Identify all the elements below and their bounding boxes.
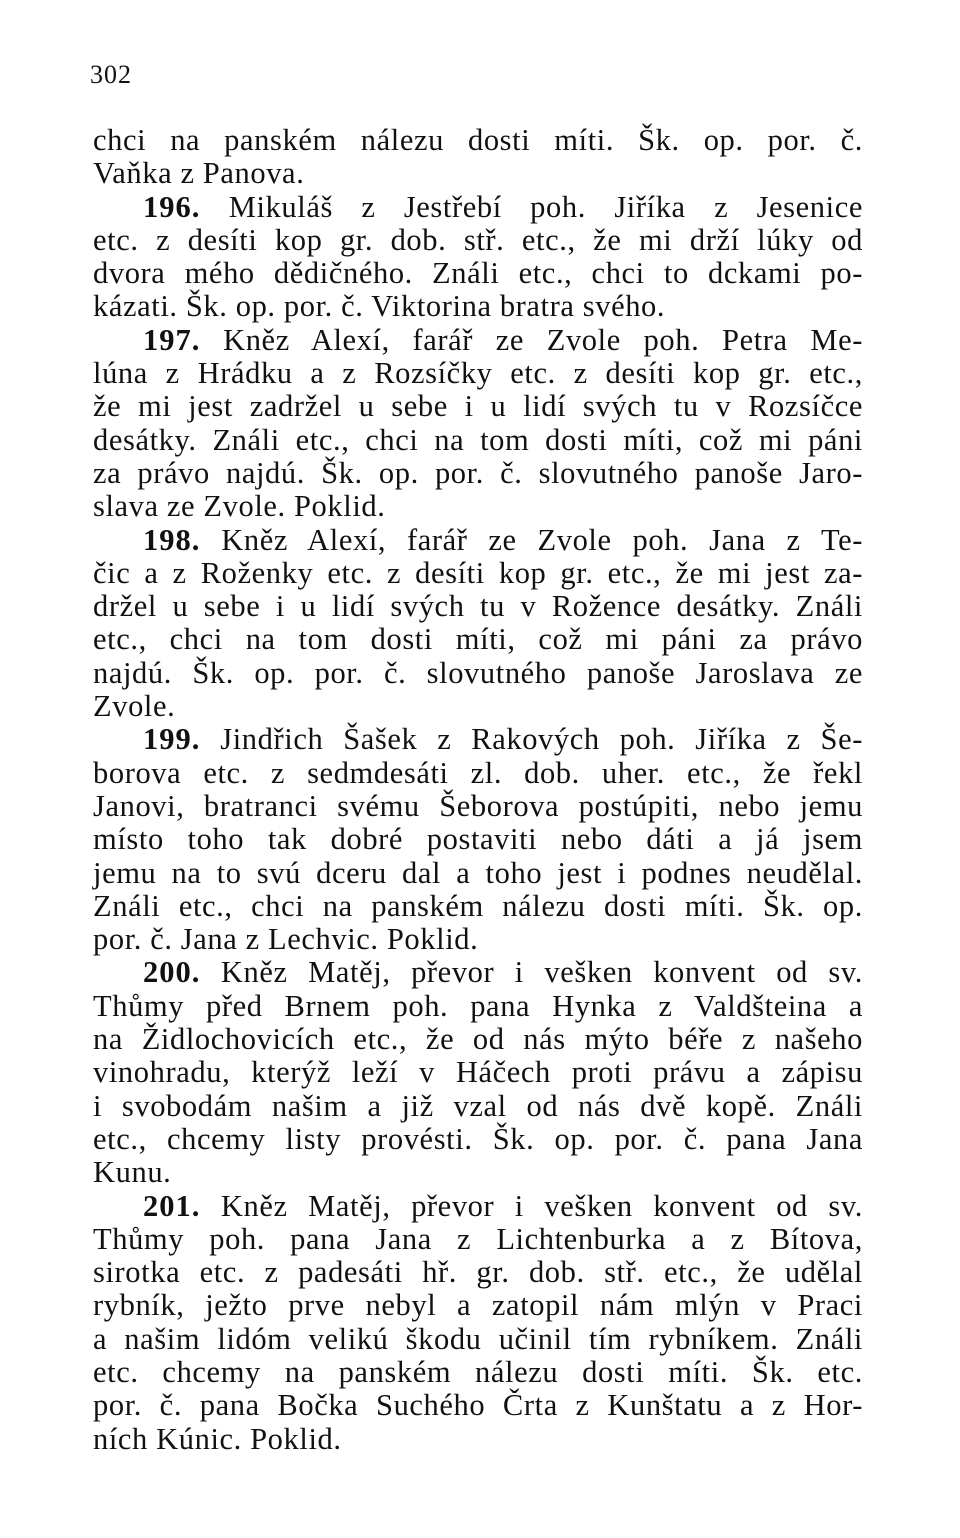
text-line <box>93 1256 863 1289</box>
line-text: por. č. pana Bočka Suchého Črta z Kunštatu a z Hor- <box>93 1388 863 1423</box>
text-line <box>93 1056 863 1089</box>
text-line <box>93 1023 863 1056</box>
text-line <box>93 557 863 590</box>
text-line <box>93 1123 863 1156</box>
line-text: kázati. Šk. op. por. č. Viktorina bratra svého. <box>93 289 666 324</box>
line-text: lúna z Hrádku a z Rozsíčky etc. z desíti kop gr. etc., <box>93 356 863 391</box>
entry-first-line <box>93 956 863 989</box>
line-text: Kněz Matěj, převor i vešken konvent od sv. <box>220 955 863 990</box>
line-text: Thůmy před Brnem poh. pana Hynka z Valdšteina a <box>93 988 863 1023</box>
text-line <box>93 690 863 723</box>
line-text: i svobodám našim a již vzal od nás dvě kopě. Ználi <box>93 1088 863 1123</box>
text-line <box>93 1223 863 1256</box>
line-text: jemu na to svú dceru dal a toho jest i podnes neudělal. <box>93 855 863 890</box>
line-text: ních Kúnic. Poklid. <box>93 1421 342 1456</box>
text-line <box>93 357 863 390</box>
text-line <box>93 590 863 623</box>
line-text: borova etc. z sedmdesáti zl. dob. uher. etc., že řekl <box>93 755 863 790</box>
text-line <box>93 224 863 257</box>
line-text: Mikuláš z Jestřebí poh. Jiříka z Jesenice <box>228 189 863 224</box>
text-line <box>93 457 863 490</box>
line-text: na Židlochovicích etc., že od nás mýto béře z našeho <box>93 1022 863 1057</box>
line-text: desátky. Ználi etc., chci na tom dosti míti, což mi páni <box>93 422 863 457</box>
line-text: por. č. Jana z Lechvic. Poklid. <box>93 922 479 957</box>
text-line <box>93 124 863 157</box>
line-text: držel u sebe i u lidí svých tu v Rožence desátky. Ználi <box>93 589 863 624</box>
line-text: Kněz Alexí, farář ze Zvole poh. Jana z Te- <box>221 522 863 557</box>
entry-number: 196. <box>143 189 201 224</box>
line-text: najdú. Šk. op. por. č. slovutného panoše Jaroslava ze <box>93 655 863 690</box>
line-text: rybník, ježto prve nebyl a zatopil nám mlýn v Praci <box>93 1288 863 1323</box>
line-text: Kunu. <box>93 1155 172 1190</box>
text-line <box>93 1323 863 1356</box>
text-line <box>93 157 863 190</box>
text-line <box>93 657 863 690</box>
line-text: etc. z desíti kop gr. dob. stř. etc., že mi drží lúky od <box>93 222 863 257</box>
text-line <box>93 823 863 856</box>
body-text <box>93 124 863 1456</box>
entry-number: 199. <box>143 722 201 757</box>
line-text: za právo najdú. Šk. op. por. č. slovutného panoše Jaro- <box>93 455 863 490</box>
line-text: etc., chci na tom dosti míti, což mi páni za právo <box>93 622 863 657</box>
line-text: že mi jest zadržel u sebe i u lidí svých tu v Rozsíčce <box>93 389 863 424</box>
entry-number: 198. <box>143 522 201 557</box>
text-line <box>93 290 863 323</box>
entry-number: 201. <box>143 1188 201 1223</box>
text-line <box>93 790 863 823</box>
entry-first-line <box>93 324 863 357</box>
entry-number: 200. <box>143 955 201 990</box>
page-number: 302 <box>90 60 132 89</box>
line-text: Thůmy poh. pana Jana z Lichtenburka a z Bítova, <box>93 1221 863 1256</box>
line-text: a našim lidóm velikú škodu učinil tím rybníkem. Ználi <box>93 1321 863 1356</box>
text-line <box>93 390 863 423</box>
line-text: Zvole. <box>93 689 176 724</box>
line-text: Ználi etc., chci na panském nálezu dosti míti. Šk. op. <box>93 888 863 923</box>
line-text: Jindřich Šašek z Rakových poh. Jiříka z Še- <box>220 722 863 757</box>
text-line <box>93 890 863 923</box>
line-text: Janovi, bratranci svému Šeborova postúpiti, nebo jemu <box>93 788 863 823</box>
line-text: místo toho tak dobré postaviti nebo dáti a já jsem <box>93 822 863 857</box>
entry-first-line <box>93 524 863 557</box>
text-line <box>93 1356 863 1389</box>
text-line <box>93 857 863 890</box>
line-text: slava ze Zvole. Poklid. <box>93 489 386 524</box>
line-text: sirotka etc. z padesáti hř. gr. dob. stř. etc., že udělal <box>93 1255 863 1290</box>
line-text: etc. chcemy na panském nálezu dosti míti. Šk. etc. <box>93 1354 863 1389</box>
text-line <box>93 990 863 1023</box>
text-line <box>93 1289 863 1322</box>
line-text: čic a z Roženky etc. z desíti kop gr. etc., že mi jest za- <box>93 555 863 590</box>
entry-first-line <box>93 723 863 756</box>
line-text: chci na panském nálezu dosti míti. Šk. op. por. č. <box>93 123 863 157</box>
line-text: Vaňka z Panova. <box>93 156 305 191</box>
text-line <box>93 1389 863 1422</box>
line-text: dvora mého dědičného. Ználi etc., chci to dckami po- <box>93 256 863 291</box>
text-line <box>93 1423 863 1456</box>
entry-first-line <box>93 191 863 224</box>
line-text: Kněz Matěj, převor i vešken konvent od sv. <box>220 1188 863 1223</box>
entry-first-line <box>93 1190 863 1223</box>
text-line <box>93 757 863 790</box>
text-line <box>93 1090 863 1123</box>
text-line <box>93 923 863 956</box>
text-line <box>93 257 863 290</box>
text-line <box>93 424 863 457</box>
entry-number: 197. <box>143 322 201 357</box>
text-line <box>93 1156 863 1189</box>
line-text: etc., chcemy listy provésti. Šk. op. por. č. pana Jana <box>93 1121 863 1156</box>
text-line <box>93 623 863 656</box>
line-text: vinohradu, kterýž leží v Háčech proti právu a zápisu <box>93 1055 863 1090</box>
text-line <box>93 490 863 523</box>
line-text: Kněz Alexí, farář ze Zvole poh. Petra Me- <box>223 322 863 357</box>
